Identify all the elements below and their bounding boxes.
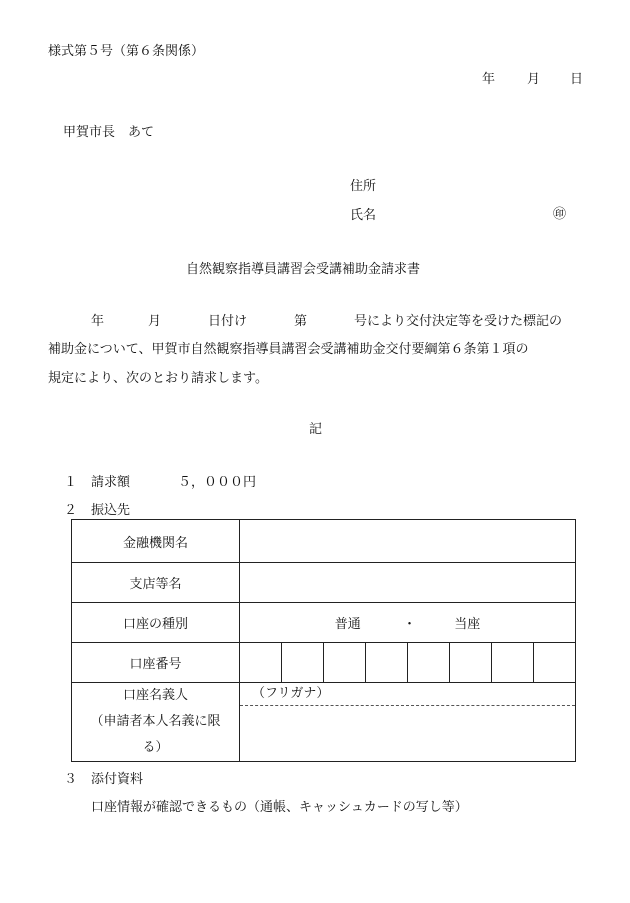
addressee: 甲賀市長 あて <box>63 125 155 140</box>
item-attachments-num: ３ <box>64 772 78 787</box>
account-digit-box[interactable] <box>324 643 366 683</box>
account-digit-box[interactable] <box>492 643 534 683</box>
branch-field[interactable] <box>240 563 576 603</box>
row-account-number <box>72 643 576 683</box>
account-holder-note-2: る） <box>142 740 169 755</box>
account-digit-box[interactable] <box>450 643 492 683</box>
item-transfer-num: ２ <box>64 503 78 518</box>
name-label: 氏名 <box>350 208 377 223</box>
item-amount-value: ５，０００円 <box>178 475 257 490</box>
account-holder-label: 口座名義人 <box>122 688 188 703</box>
row-branch <box>72 563 576 603</box>
account-holder-note-1: （申請者本人名義に限 <box>90 714 221 729</box>
item-attachments-label: 添付資料 <box>91 772 144 787</box>
body-month: 月 <box>148 314 162 329</box>
bank-name-label: 金融機関名 <box>72 520 240 563</box>
body-year: 年 <box>91 314 105 329</box>
account-digit-box[interactable] <box>534 643 576 683</box>
body-line2: 補助金について、甲賀市自然観察指導員講習会受講補助金交付要綱第６条第１項の <box>48 342 529 357</box>
branch-label: 支店等名 <box>72 563 240 603</box>
form-number: 様式第５号（第６条関係） <box>48 44 205 59</box>
row-bank-name <box>72 520 576 563</box>
account-table <box>71 519 576 762</box>
document-title: 自然観察指導員講習会受講補助金請求書 <box>186 262 421 277</box>
account-digit-box[interactable] <box>408 643 450 683</box>
account-digit-box[interactable] <box>366 643 408 683</box>
account-number-label: 口座番号 <box>72 643 240 683</box>
account-digit-box[interactable] <box>282 643 324 683</box>
account-type-separator: ・ <box>402 617 416 632</box>
body-line3: 規定により、次のとおり請求します。 <box>48 371 268 386</box>
address-label: 住所 <box>350 179 377 194</box>
body-number: 第 <box>294 314 308 329</box>
item-transfer-label: 振込先 <box>91 503 131 518</box>
account-type-label: 口座の種別 <box>72 603 240 643</box>
account-holder-kana-label: （フリガナ） <box>240 683 575 706</box>
body-day: 日付け <box>208 314 248 329</box>
account-holder-field[interactable] <box>240 683 576 762</box>
item-amount-label: 請求額 <box>91 475 131 490</box>
body-line1-rest: 号により交付決定等を受けた標記の <box>354 314 563 329</box>
ki-heading: 記 <box>309 422 323 437</box>
seal-mark: ㊞ <box>553 207 567 222</box>
account-holder-label-cell <box>72 683 240 762</box>
item-amount-num: １ <box>64 475 78 490</box>
item-attachments-detail: 口座情報が確認できるもの（通帳、キャッシュカードの写し等） <box>91 800 468 815</box>
bank-name-field[interactable] <box>240 520 576 563</box>
account-type-futsu[interactable]: 普通 <box>334 617 361 632</box>
date-month: 月 <box>527 72 541 87</box>
row-account-type <box>72 603 576 643</box>
date-day: 日 <box>570 72 584 87</box>
account-type-touza[interactable]: 当座 <box>454 617 481 632</box>
row-account-holder <box>72 683 576 762</box>
account-digit-box[interactable] <box>240 643 282 683</box>
account-type-options <box>240 603 576 643</box>
date-year: 年 <box>482 72 496 87</box>
